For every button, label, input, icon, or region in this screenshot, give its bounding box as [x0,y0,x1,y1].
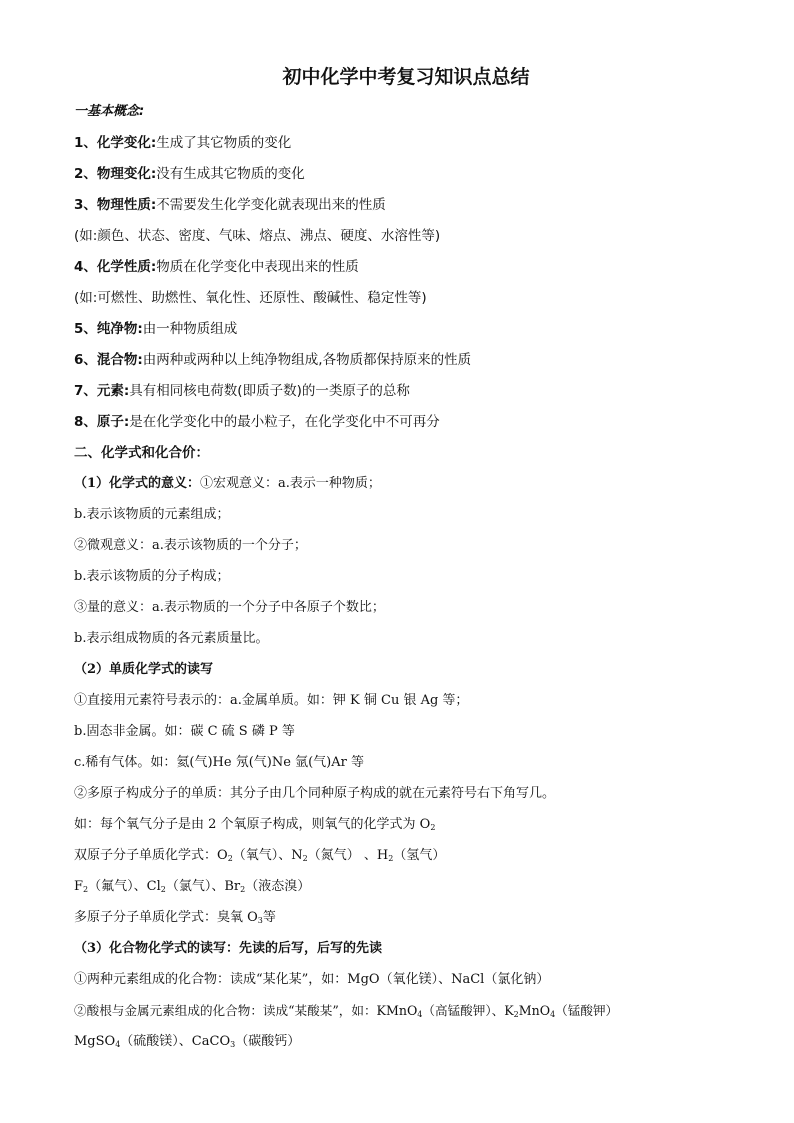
formula-meaning-line: b.表示组成物质的各元素质量比。 [74,631,269,646]
definition-physical-change: 2、物理变化:没有生成其它物质的变化 [74,166,305,182]
diatomic-formula-line: 双原子分子单质化学式：$O_2$（氧气）、$N_2$（氮气） 、$H_2$（氢气） [74,848,446,863]
formula-meaning-line: ②微观意义：a.表示该物质的一个分子； [74,538,307,553]
polyatomic-formula-line: 多原子分子单质化学式：臭氧 $O_3$等 [74,910,276,925]
definition-atom: 8、原子:是在化学变化中的最小粒子，在化学变化中不可再分 [74,414,440,430]
element-formula-line: c.稀有气体。如：氦(气)He 氖(气)Ne 氩(气)Ar 等 [74,755,364,770]
element-formula-line: b.固态非金属。如：碳 C 硫 S 磷 P 等 [74,724,295,739]
definition-pure-substance: 5、纯净物:由一种物质组成 [74,321,238,337]
definition-chemical-property: 4、化学性质:物质在化学变化中表现出来的性质 [74,259,359,275]
compound-formula-line: ②酸根与金属元素组成的化合物：读成“某酸某”，如：KMnO$_4$（高锰酸钾）、$K_2MnO_4$（锰酸钾） [74,1003,619,1019]
formula-meaning-line: （1）化学式的意义：①宏观意义：a.表示一种物质； [74,476,381,491]
definition-chemical-change: 1、化学变化:生成了其它物质的变化 [74,135,292,151]
formula-meaning-line: b.表示该物质的分子构成； [74,569,230,584]
chemical-property-examples: (如:可燃性、助燃性、氧化性、还原性、酸碱性、稳定性等) [74,290,427,306]
formula-meaning-line: ③量的意义：a.表示物质的一个分子中各原子个数比； [74,600,385,615]
subsection-element-formula: （2）单质化学式的读写 [74,662,214,677]
definition-element: 7、元素:具有相同核电荷数(即质子数)的一类原子的总称 [74,383,410,399]
subsection-compound-formula: （3）化合物化学式的读写：先读的后写，后写的先读 [74,941,383,956]
section-1-heading: 一基本概念: [74,104,145,119]
element-formula-line: ①直接用元素符号表示的：a.金属单质。如：钾 K 铜 Cu 银 Ag 等； [74,693,469,708]
section-2-heading: 二、化学式和化合价： [74,445,209,461]
compound-formula-line: ①两种元素组成的化合物：读成“某化某”，如：MgO（氧化镁）、NaCl（氯化钠） [74,972,550,987]
page-title: 初中化学中考复习知识点总结 [282,66,530,88]
halogen-formula-line: $F_2$（氟气）、$Cl_2$（氯气）、$Br_2$（液态溴） [74,879,311,894]
definition-physical-property: 3、物理性质:不需要发生化学变化就表现出来的性质 [74,197,386,213]
oxygen-formula-line: 如：每个氧气分子是由 2 个氧原子构成，则氧气的化学式为 $O_2$ [74,817,436,832]
physical-property-examples: (如:颜色、状态、密度、气味、熔点、沸点、硬度、水溶性等) [74,228,441,244]
compound-formula-line: MgSO$_4$（硫酸镁）、CaCO$_3$（碳酸钙） [74,1034,301,1049]
formula-meaning-line: b.表示该物质的元素组成； [74,507,230,522]
element-formula-line: ②多原子构成分子的单质：其分子由几个同种原子构成的就在元素符号右下角写几。 [74,786,556,801]
definition-mixture: 6、混合物:由两种或两种以上纯净物组成,各物质都保持原来的性质 [74,352,472,368]
